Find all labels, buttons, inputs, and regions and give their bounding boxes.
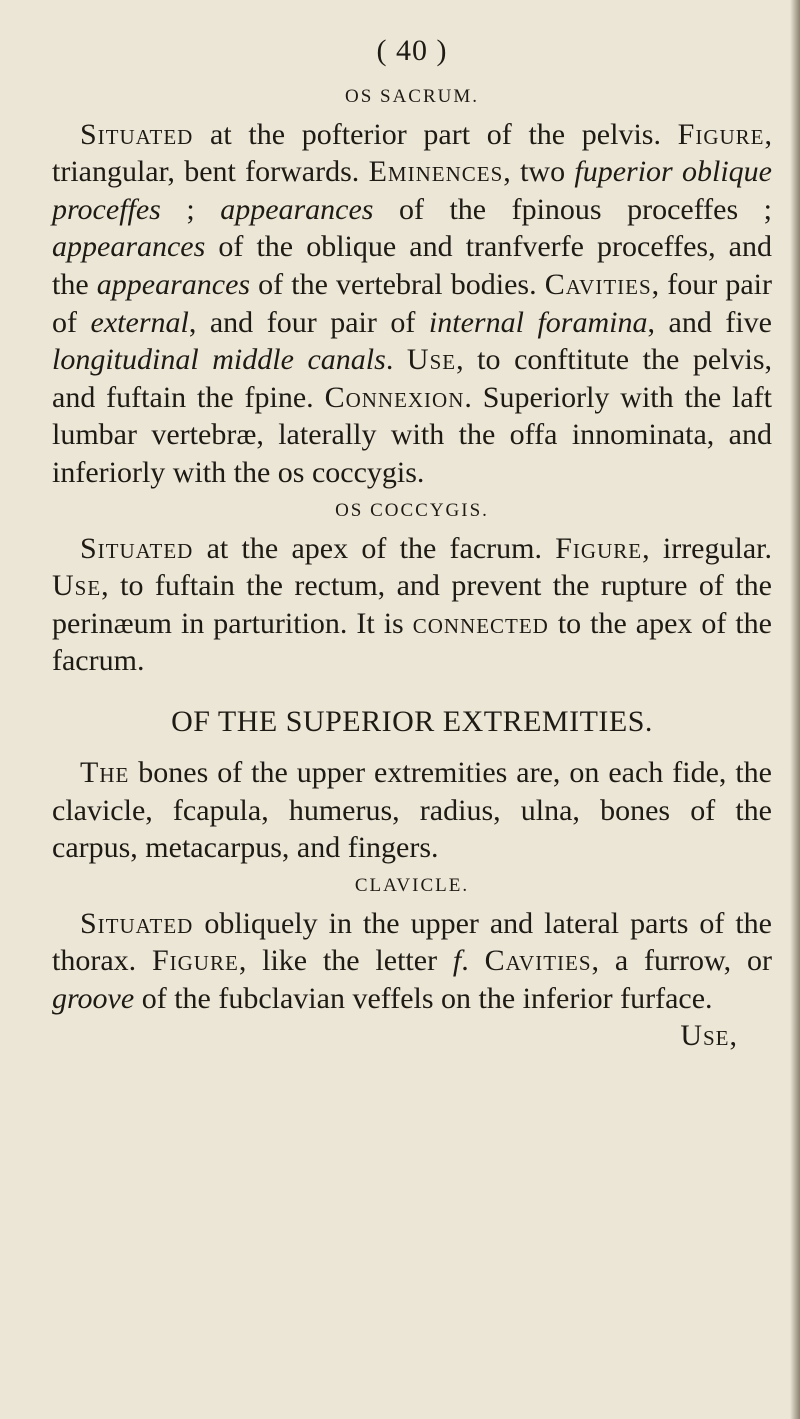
paragraph-os-sacrum: Situated at the pofterior part of the pelvis. Figure, triangular, bent forwards. Eminences, two fuperior oblique proceffes ; appearances of the fpinous proceffes ; appearances of the oblique and tranfverfe proceffes, and the appearances of the vertebral bodies. Cavities, four pair of external, and four pair of internal foramina, and five longitudinal middle canals. Use, to conftitute the pelvis, and fuftain the fpine. Connexion. Superiorly with the laft lumbar vertebræ, laterally with the offa innominata, and inferiorly with the os coccygis. bbox=[52, 117, 773, 489]
lead-word: The bbox=[80, 755, 130, 789]
catchword: Use, bbox=[680, 1019, 738, 1053]
label-figure: Figure bbox=[677, 117, 765, 151]
label-cavities: Cavities bbox=[484, 944, 592, 978]
label-situated: Situated bbox=[80, 117, 194, 151]
page-number: ( 40 ) bbox=[376, 34, 448, 67]
label-use: Use bbox=[52, 569, 102, 603]
label-connected: connected bbox=[412, 606, 549, 640]
paragraph-os-coccygis: Situated at the apex of the facrum. Figure, irregular. Use, to fuftain the rectum, and prevent the rupture of the perinæum in parturition. It is connected to the apex of the facrum. bbox=[52, 531, 772, 678]
label-situated: Situated bbox=[80, 531, 194, 565]
label-cavities: Cavities bbox=[544, 267, 652, 301]
label-figure: Figure bbox=[151, 944, 239, 978]
book-page bbox=[52, 32, 772, 1055]
paragraph-superior-extremities: The bones of the upper extremities are, on each fide, the clavicle, fcapula, humerus, radius, ulna, bones of the carpus, metacarpus, and fingers. bbox=[52, 755, 772, 865]
paragraph-clavicle: Situated obliquely in the upper and lateral parts of the thorax. Figure, like the letter f. Cavities, a furrow, or groove of the fubclavian veffels on the inferior furface. bbox=[52, 906, 773, 1015]
heading-os-sacrum: OS SACRUM. bbox=[344, 85, 480, 107]
label-connexion: Connexion bbox=[324, 380, 465, 414]
label-figure: Figure bbox=[555, 531, 643, 565]
label-use: Use bbox=[406, 343, 457, 377]
heading-os-coccygis: OS COCCYGIS. bbox=[335, 499, 489, 521]
label-situated: Situated bbox=[80, 906, 194, 940]
label-eminences: Eminences bbox=[368, 155, 504, 189]
heading-superior-extremities: OF THE SUPERIOR EXTREMITIES. bbox=[171, 704, 653, 738]
page-edge-shadow bbox=[790, 0, 800, 1419]
heading-clavicle: CLAVICLE. bbox=[354, 874, 470, 896]
